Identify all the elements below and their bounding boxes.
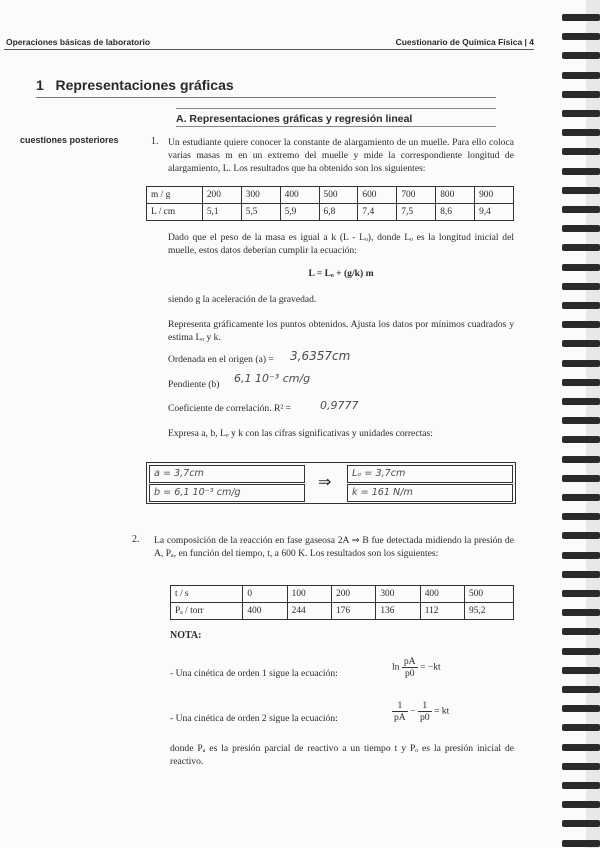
coil-ring — [562, 705, 600, 712]
frac-den: p0 — [419, 712, 430, 723]
coil-ring — [562, 801, 600, 808]
coil-ring — [562, 571, 600, 578]
frac-den: pA — [394, 712, 406, 723]
q1-data-table — [146, 186, 514, 221]
q2-footer: donde Pₐ es la presión parcial de reactivo a un tiempo t y Pₒ es la presión inicial de reactivo. — [170, 743, 514, 767]
table-header-cell: m / g — [147, 187, 203, 204]
table-cell: 400 — [420, 586, 464, 603]
result-b: b = 6,1 10⁻³ cm/g — [149, 484, 305, 502]
coil-ring — [562, 436, 600, 443]
coil-ring — [562, 552, 600, 559]
coil-ring — [562, 686, 600, 693]
pendiente-label: Pendiente (b) — [168, 379, 220, 390]
table-cell: 500 — [465, 586, 514, 603]
coil-ring — [562, 820, 600, 827]
eq-rhs: = −kt — [420, 661, 441, 673]
q1-number: 1. — [151, 136, 159, 147]
table-cell: 800 — [436, 187, 475, 204]
table-cell: 100 — [287, 586, 331, 603]
subsection-rule-bottom — [176, 126, 496, 127]
coil-ring — [562, 187, 600, 194]
subsection-title: A. Representaciones gráficas y regresión lineal — [176, 113, 413, 125]
table-cell: 400 — [280, 187, 319, 204]
coil-ring — [562, 724, 600, 731]
ordenada-value: 3,6357cm — [290, 349, 351, 363]
coil-ring — [562, 648, 600, 655]
table-cell: 7,5 — [397, 204, 436, 221]
table-header-cell: L / cm — [147, 204, 203, 221]
coil-ring — [562, 744, 600, 751]
table-cell: 176 — [332, 603, 376, 620]
table-cell: 0 — [243, 586, 287, 603]
coil-ring — [562, 475, 600, 482]
coil-ring — [562, 667, 600, 674]
table-cell: 7,4 — [358, 204, 397, 221]
table-cell: 244 — [287, 603, 331, 620]
coef-value: 0,9777 — [320, 399, 359, 412]
frac-num: 1 — [418, 700, 432, 712]
table-cell: 700 — [397, 187, 436, 204]
order1-equation — [392, 656, 441, 679]
coil-ring — [562, 494, 600, 501]
table-cell: 600 — [358, 187, 397, 204]
table-cell: 5,1 — [202, 204, 241, 221]
coil-ring — [562, 360, 600, 367]
q1-express: Expresa a, b, Lₒ y k con las cifras significativas y unidades correctas: — [168, 428, 433, 439]
order2-text: - Una cinética de orden 2 sigue la ecuación: — [170, 713, 338, 724]
frac-num: 1 — [392, 700, 408, 712]
minus-sign: − — [410, 705, 416, 717]
section-title — [36, 77, 234, 93]
table-header-cell: t / s — [171, 586, 243, 603]
table-cell: 900 — [475, 187, 514, 204]
q2-number: 2. — [132, 534, 140, 545]
order1-text: - Una cinética de orden 1 sigue la ecuación: — [170, 668, 338, 679]
eq-rhs: = kt — [433, 705, 450, 717]
frac-num: pA — [403, 656, 416, 667]
q1-equation: L = Lₒ + (g/k) m — [308, 268, 374, 279]
coil-ring — [562, 398, 600, 405]
table-header-cell: Pₐ / torr — [171, 603, 243, 620]
ln-symbol: ln — [392, 661, 400, 673]
header-right: Cuestionario de Química Física | 4 — [395, 37, 534, 47]
coil-ring — [562, 532, 600, 539]
q2-intro: La composición de la reacción en fase gaseosa 2A ⇒ B fue detectada midiendo la presión de A, Pₐ, en función del tiempo, t, a 600 K. Los resultados son los siguientes: — [154, 535, 514, 559]
coil-ring — [562, 129, 600, 136]
coil-ring — [562, 72, 600, 79]
coef-label: Coeficiente de correlación. R² = — [168, 403, 292, 414]
pendiente-value: 6,1 10⁻³ cm/g — [234, 372, 311, 385]
coil-ring — [562, 628, 600, 635]
coil-ring — [562, 590, 600, 597]
coil-ring — [562, 52, 600, 59]
subsection-rule-top — [176, 108, 496, 109]
coil-ring — [562, 340, 600, 347]
coil-ring — [562, 609, 600, 616]
table-cell: 200 — [332, 586, 376, 603]
table-row — [147, 187, 514, 204]
table-cell: 95,2 — [465, 603, 514, 620]
table-row — [171, 603, 514, 620]
table-cell: 200 — [202, 187, 241, 204]
coil-ring — [562, 456, 600, 463]
ordenada-label: Ordenada en el origen (a) = — [168, 354, 274, 365]
result-L0: Lₒ = 3,7cm — [347, 465, 513, 483]
implies-arrow: ⇒ — [318, 474, 332, 491]
coil-ring — [562, 513, 600, 520]
coil-ring — [562, 379, 600, 386]
table-cell: 6,8 — [319, 204, 358, 221]
table-cell: 9,4 — [475, 204, 514, 221]
coil-ring — [562, 302, 600, 309]
q1-g-note: siendo g la aceleración de la gravedad. — [168, 294, 317, 305]
coil-ring — [562, 264, 600, 271]
result-k: k = 161 N/m — [347, 484, 513, 502]
coil-ring — [562, 33, 600, 40]
coil-ring — [562, 14, 600, 21]
side-label: cuestiones posteriores — [20, 135, 119, 145]
q1-given: Dado que el peso de la masa es igual a k (L - Lₒ), donde Lₒ es la longitud inicial del muelle, estos datos deberían cumplir la ecuación: — [168, 232, 514, 256]
coil-ring — [562, 782, 600, 789]
table-cell: 8,6 — [436, 204, 475, 221]
result-a: a = 3,7cm — [149, 465, 305, 483]
coil-ring — [562, 321, 600, 328]
q1-intro: Un estudiante quiere conocer la constante de alargamiento de un muelle. Para ello coloca varias masas m en un extremo del muelle y mide la correspondiente longitud de alargamiento, L. Los resultados que ha obtenido son los siguientes: — [168, 137, 514, 174]
coil-ring — [562, 168, 600, 175]
header-left: Operaciones básicas de laboratorio — [6, 37, 151, 47]
section-number: 1 — [36, 77, 44, 93]
coil-ring — [562, 91, 600, 98]
coil-ring — [562, 840, 600, 847]
table-cell: 5,5 — [241, 204, 280, 221]
coil-ring — [562, 148, 600, 155]
nota-label: NOTA: — [170, 630, 202, 641]
coil-ring — [562, 244, 600, 251]
table-row — [171, 586, 514, 603]
header-rule — [4, 49, 534, 50]
table-row — [147, 204, 514, 221]
table-cell: 400 — [243, 603, 287, 620]
coil-ring — [562, 110, 600, 117]
frac-den: p0 — [404, 668, 415, 679]
table-cell: 5,9 — [280, 204, 319, 221]
order2-equation — [392, 700, 449, 723]
coil-ring — [562, 417, 600, 424]
coil-ring — [562, 225, 600, 232]
coil-ring — [562, 283, 600, 290]
table-cell: 112 — [420, 603, 464, 620]
q2-data-table — [170, 585, 514, 620]
section-title-text: Representaciones gráficas — [55, 77, 234, 93]
coil-ring — [562, 763, 600, 770]
table-cell: 300 — [241, 187, 280, 204]
coil-ring — [562, 206, 600, 213]
q1-task: Representa gráficamente los puntos obtenidos. Ajusta los datos por mínimos cuadrados y estima Lₒ y k. — [168, 319, 514, 343]
table-cell: 300 — [376, 586, 420, 603]
table-cell: 136 — [376, 603, 420, 620]
section-rule — [36, 97, 496, 98]
table-cell: 500 — [319, 187, 358, 204]
